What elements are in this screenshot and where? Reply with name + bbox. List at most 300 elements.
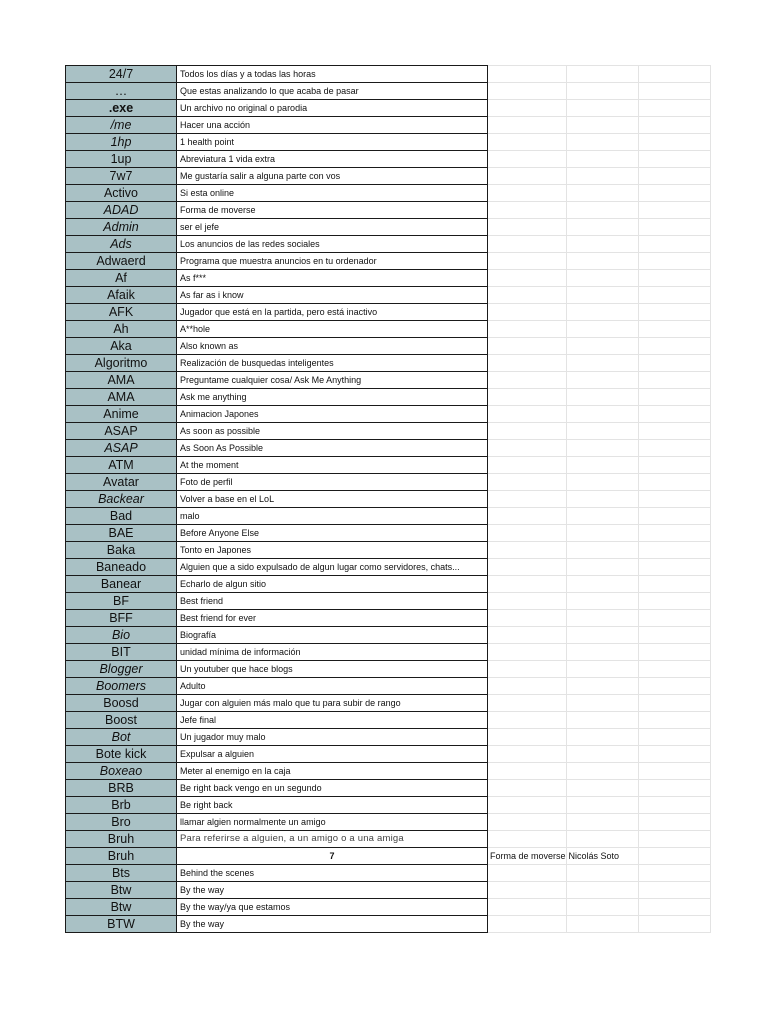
term-cell[interactable]: Bro	[66, 814, 177, 831]
term-cell[interactable]: Banear	[66, 576, 177, 593]
table-row	[66, 695, 711, 712]
extra-cell-2[interactable]	[566, 202, 638, 219]
extra-cell-3[interactable]	[638, 763, 710, 780]
extra-cell-3[interactable]	[638, 729, 710, 746]
term-cell[interactable]: Backear	[66, 491, 177, 508]
term-cell[interactable]: Afaik	[66, 287, 177, 304]
extra-cell-1[interactable]	[488, 287, 567, 304]
extra-cell-2[interactable]	[566, 440, 638, 457]
definition-cell[interactable]: Animacion Japones	[177, 406, 488, 423]
extra-cell-3[interactable]	[638, 899, 710, 916]
extra-cell-1[interactable]	[488, 66, 567, 83]
table-row	[66, 372, 711, 389]
extra-cell-3[interactable]	[638, 848, 710, 865]
extra-cell-3[interactable]	[638, 117, 710, 134]
term-cell[interactable]: Brb	[66, 797, 177, 814]
extra-cell-2[interactable]	[566, 916, 638, 933]
extra-cell-1[interactable]	[488, 780, 567, 797]
extra-cell-3[interactable]	[638, 151, 710, 168]
extra-cell-3[interactable]	[638, 559, 710, 576]
table-row	[66, 542, 711, 559]
extra-cell-3[interactable]	[638, 882, 710, 899]
extra-cell-3[interactable]	[638, 491, 710, 508]
term-cell[interactable]: Af	[66, 270, 177, 287]
table-row	[66, 593, 711, 610]
extra-cell-1[interactable]	[488, 355, 567, 372]
extra-cell-3[interactable]	[638, 746, 710, 763]
extra-cell-1[interactable]	[488, 185, 567, 202]
extra-cell-1[interactable]	[488, 372, 567, 389]
extra-cell-2[interactable]	[566, 236, 638, 253]
table-row	[66, 729, 711, 746]
extra-cell-3[interactable]	[638, 100, 710, 117]
extra-cell-3[interactable]	[638, 338, 710, 355]
extra-cell-2[interactable]	[566, 83, 638, 100]
term-cell[interactable]: BAE	[66, 525, 177, 542]
definition-cell[interactable]: Forma de moverse	[177, 202, 488, 219]
term-cell[interactable]: Baneado	[66, 559, 177, 576]
table-row	[66, 746, 711, 763]
term-cell[interactable]: Bot	[66, 729, 177, 746]
extra-cell-2[interactable]	[566, 644, 638, 661]
extra-cell-1[interactable]	[488, 474, 567, 491]
extra-cell-3[interactable]	[638, 457, 710, 474]
extra-cell-1[interactable]	[488, 899, 567, 916]
table-row	[66, 389, 711, 406]
term-cell[interactable]: Adwaerd	[66, 253, 177, 270]
term-cell[interactable]: Bio	[66, 627, 177, 644]
definition-cell[interactable]: Echarlo de algun sitio	[177, 576, 488, 593]
definition-cell[interactable]: Biografía	[177, 627, 488, 644]
term-cell[interactable]: ASAP	[66, 440, 177, 457]
term-cell[interactable]: AFK	[66, 304, 177, 321]
table-row	[66, 848, 711, 865]
definition-cell[interactable]: Si esta online	[177, 185, 488, 202]
term-cell[interactable]: Boosd	[66, 695, 177, 712]
extra-cell-1[interactable]	[488, 457, 567, 474]
extra-cell-1[interactable]	[488, 712, 567, 729]
extra-cell-3[interactable]	[638, 678, 710, 695]
extra-cell-3[interactable]	[638, 474, 710, 491]
definition-cell[interactable]: Adulto	[177, 678, 488, 695]
extra-cell-3[interactable]	[638, 610, 710, 627]
extra-cell-1[interactable]	[488, 627, 567, 644]
definition-cell[interactable]: Ask me anything	[177, 389, 488, 406]
definition-cell[interactable]: 7	[177, 848, 488, 865]
extra-cell-2[interactable]	[566, 780, 638, 797]
extra-cell-2[interactable]	[566, 899, 638, 916]
term-cell[interactable]: ATM	[66, 457, 177, 474]
definition-cell[interactable]: Alguien que a sido expulsado de algun lugar como servidores, chats...	[177, 559, 488, 576]
term-cell[interactable]: BFF	[66, 610, 177, 627]
extra-cell-1[interactable]	[488, 542, 567, 559]
extra-cell-3[interactable]	[638, 542, 710, 559]
definition-cell[interactable]: Tonto en Japones	[177, 542, 488, 559]
definition-cell[interactable]: unidad mínima de información	[177, 644, 488, 661]
extra-cell-2[interactable]	[566, 576, 638, 593]
extra-cell-2[interactable]	[566, 338, 638, 355]
table-row	[66, 440, 711, 457]
extra-cell-2[interactable]	[566, 168, 638, 185]
table-row	[66, 100, 711, 117]
extra-cell-1[interactable]	[488, 729, 567, 746]
extra-cell-3[interactable]	[638, 627, 710, 644]
extra-cell-1[interactable]	[488, 270, 567, 287]
extra-cell-2[interactable]	[566, 627, 638, 644]
spreadsheet-body	[66, 66, 711, 933]
definition-cell[interactable]: At the moment	[177, 457, 488, 474]
definition-cell[interactable]: Hacer una acción	[177, 117, 488, 134]
extra-cell-3[interactable]	[638, 661, 710, 678]
definition-cell[interactable]: Behind the scenes	[177, 865, 488, 882]
term-cell[interactable]: Bruh	[66, 831, 177, 848]
definition-cell[interactable]: By the way	[177, 916, 488, 933]
extra-cell-2[interactable]	[566, 559, 638, 576]
extra-cell-1[interactable]	[488, 253, 567, 270]
extra-cell-3[interactable]	[638, 440, 710, 457]
definition-cell[interactable]: llamar algien normalmente un amigo	[177, 814, 488, 831]
table-row	[66, 457, 711, 474]
extra-cell-3[interactable]	[638, 219, 710, 236]
term-cell[interactable]: Blogger	[66, 661, 177, 678]
table-row	[66, 474, 711, 491]
extra-cell-3[interactable]	[638, 236, 710, 253]
table-row	[66, 423, 711, 440]
extra-cell-2[interactable]	[566, 474, 638, 491]
definition-cell[interactable]: As far as i know	[177, 287, 488, 304]
table-row	[66, 287, 711, 304]
extra-cell-2[interactable]	[566, 117, 638, 134]
table-row	[66, 814, 711, 831]
extra-cell-2[interactable]	[566, 457, 638, 474]
table-row	[66, 117, 711, 134]
definition-cell[interactable]: By the way	[177, 882, 488, 899]
definition-cell[interactable]: Un youtuber que hace blogs	[177, 661, 488, 678]
extra-cell-1[interactable]	[488, 440, 567, 457]
extra-cell-3[interactable]	[638, 865, 710, 882]
term-cell[interactable]: /me	[66, 117, 177, 134]
extra-cell-2[interactable]	[566, 865, 638, 882]
term-cell[interactable]: Bts	[66, 865, 177, 882]
extra-cell-3[interactable]	[638, 508, 710, 525]
table-row	[66, 83, 711, 100]
table-row	[66, 151, 711, 168]
table-row	[66, 610, 711, 627]
extra-cell-2[interactable]	[566, 253, 638, 270]
definition-cell[interactable]: 1 health point	[177, 134, 488, 151]
table-row	[66, 253, 711, 270]
definition-cell[interactable]: By the way/ya que estamos	[177, 899, 488, 916]
table-row	[66, 916, 711, 933]
extra-cell-2[interactable]	[566, 304, 638, 321]
table-row	[66, 882, 711, 899]
definition-cell[interactable]: Que estas analizando lo que acaba de pasar	[177, 83, 488, 100]
extra-cell-3[interactable]	[638, 83, 710, 100]
term-cell[interactable]: Boost	[66, 712, 177, 729]
extra-cell-1[interactable]	[488, 916, 567, 933]
term-cell[interactable]: Bad	[66, 508, 177, 525]
term-cell[interactable]: Baka	[66, 542, 177, 559]
term-cell[interactable]: Bote kick	[66, 746, 177, 763]
extra-cell-2[interactable]	[566, 287, 638, 304]
extra-cell-1[interactable]	[488, 304, 567, 321]
definition-cell[interactable]: malo	[177, 508, 488, 525]
extra-cell-2[interactable]	[566, 678, 638, 695]
extra-cell-3[interactable]	[638, 185, 710, 202]
extra-cell-1[interactable]	[488, 338, 567, 355]
table-row	[66, 508, 711, 525]
term-cell[interactable]: Ads	[66, 236, 177, 253]
extra-cell-1[interactable]	[488, 508, 567, 525]
term-cell[interactable]: Ah	[66, 321, 177, 338]
term-cell[interactable]: Activo	[66, 185, 177, 202]
extra-cell-3[interactable]	[638, 525, 710, 542]
term-cell[interactable]: Anime	[66, 406, 177, 423]
definition-cell[interactable]: Meter al enemigo en la caja	[177, 763, 488, 780]
table-row	[66, 576, 711, 593]
table-row	[66, 406, 711, 423]
extra-cell-1[interactable]	[488, 763, 567, 780]
term-cell[interactable]: BF	[66, 593, 177, 610]
definition-cell[interactable]: Before Anyone Else	[177, 525, 488, 542]
term-cell[interactable]: Aka	[66, 338, 177, 355]
term-cell[interactable]: Avatar	[66, 474, 177, 491]
definition-cell[interactable]: Abreviatura 1 vida extra	[177, 151, 488, 168]
extra-cell-3[interactable]	[638, 66, 710, 83]
extra-cell-3[interactable]	[638, 253, 710, 270]
extra-cell-2[interactable]	[566, 797, 638, 814]
term-cell[interactable]: 1hp	[66, 134, 177, 151]
definition-cell[interactable]: A**hole	[177, 321, 488, 338]
table-row	[66, 797, 711, 814]
table-row	[66, 304, 711, 321]
extra-cell-1[interactable]: Forma de moverse	[488, 848, 567, 865]
extra-cell-1[interactable]	[488, 423, 567, 440]
extra-cell-3[interactable]	[638, 355, 710, 372]
extra-cell-3[interactable]	[638, 593, 710, 610]
extra-cell-3[interactable]	[638, 202, 710, 219]
extra-cell-1[interactable]	[488, 695, 567, 712]
extra-cell-1[interactable]	[488, 746, 567, 763]
extra-cell-1[interactable]	[488, 219, 567, 236]
term-cell[interactable]: Btw	[66, 899, 177, 916]
definition-cell[interactable]: Programa que muestra anuncios en tu ordenador	[177, 253, 488, 270]
definition-cell[interactable]: Expulsar a alguien	[177, 746, 488, 763]
extra-cell-2[interactable]	[566, 372, 638, 389]
extra-cell-2[interactable]	[566, 508, 638, 525]
definition-cell[interactable]: Jugar con alguien más malo que tu para subir de rango	[177, 695, 488, 712]
extra-cell-3[interactable]	[638, 712, 710, 729]
extra-cell-1[interactable]	[488, 117, 567, 134]
term-cell[interactable]: Bruh	[66, 848, 177, 865]
term-cell[interactable]: AMA	[66, 389, 177, 406]
extra-cell-2[interactable]	[566, 321, 638, 338]
extra-cell-2[interactable]	[566, 610, 638, 627]
extra-cell-1[interactable]	[488, 236, 567, 253]
extra-cell-3[interactable]	[638, 831, 710, 848]
term-cell[interactable]: Algoritmo	[66, 355, 177, 372]
definition-cell[interactable]: As soon as possible	[177, 423, 488, 440]
extra-cell-1[interactable]	[488, 202, 567, 219]
table-row	[66, 627, 711, 644]
extra-cell-3[interactable]	[638, 406, 710, 423]
definition-cell[interactable]: Me gustaría salir a alguna parte con vos	[177, 168, 488, 185]
extra-cell-2[interactable]	[566, 355, 638, 372]
definition-cell[interactable]: Para referirse a alguien, a un amigo o a una amiga	[177, 831, 488, 848]
extra-cell-3[interactable]	[638, 780, 710, 797]
table-row	[66, 644, 711, 661]
term-cell[interactable]: 7w7	[66, 168, 177, 185]
definition-cell[interactable]: Volver a base en el LoL	[177, 491, 488, 508]
extra-cell-1[interactable]	[488, 321, 567, 338]
term-cell[interactable]: .exe	[66, 100, 177, 117]
extra-cell-1[interactable]	[488, 593, 567, 610]
extra-cell-2[interactable]	[566, 423, 638, 440]
extra-cell-1[interactable]	[488, 168, 567, 185]
extra-cell-3[interactable]	[638, 168, 710, 185]
definition-cell[interactable]: Los anuncios de las redes sociales	[177, 236, 488, 253]
extra-cell-1[interactable]	[488, 797, 567, 814]
extra-cell-2[interactable]	[566, 134, 638, 151]
term-cell[interactable]: Boxeao	[66, 763, 177, 780]
extra-cell-2[interactable]	[566, 151, 638, 168]
table-row	[66, 134, 711, 151]
extra-cell-2[interactable]	[566, 406, 638, 423]
definition-cell[interactable]: Preguntame cualquier cosa/ Ask Me Anything	[177, 372, 488, 389]
extra-cell-1[interactable]	[488, 83, 567, 100]
extra-cell-1[interactable]	[488, 100, 567, 117]
definition-cell[interactable]: Un archivo no original o parodia	[177, 100, 488, 117]
term-cell[interactable]: BRB	[66, 780, 177, 797]
table-row	[66, 491, 711, 508]
extra-cell-2[interactable]	[566, 219, 638, 236]
definition-cell[interactable]: Todos los días y a todas las horas	[177, 66, 488, 83]
table-row	[66, 219, 711, 236]
extra-cell-2[interactable]	[566, 389, 638, 406]
extra-cell-2[interactable]	[566, 882, 638, 899]
definition-cell[interactable]: Un jugador muy malo	[177, 729, 488, 746]
extra-cell-1[interactable]	[488, 831, 567, 848]
term-cell[interactable]: ADAD	[66, 202, 177, 219]
definition-cell[interactable]: Be right back	[177, 797, 488, 814]
definition-cell[interactable]: As f***	[177, 270, 488, 287]
table-row	[66, 321, 711, 338]
extra-cell-3[interactable]	[638, 321, 710, 338]
extra-cell-3[interactable]	[638, 423, 710, 440]
extra-cell-2[interactable]	[566, 831, 638, 848]
extra-cell-1[interactable]	[488, 134, 567, 151]
definition-cell[interactable]: Best friend for ever	[177, 610, 488, 627]
definition-cell[interactable]: ser el jefe	[177, 219, 488, 236]
table-row	[66, 270, 711, 287]
table-row	[66, 559, 711, 576]
extra-cell-2[interactable]	[566, 270, 638, 287]
definition-cell[interactable]: As Soon As Possible	[177, 440, 488, 457]
term-cell[interactable]: BTW	[66, 916, 177, 933]
extra-cell-3[interactable]	[638, 814, 710, 831]
term-cell[interactable]: AMA	[66, 372, 177, 389]
definition-cell[interactable]: Be right back vengo en un segundo	[177, 780, 488, 797]
extra-cell-1[interactable]	[488, 678, 567, 695]
extra-cell-3[interactable]	[638, 270, 710, 287]
extra-cell-1[interactable]	[488, 559, 567, 576]
extra-cell-2[interactable]	[566, 185, 638, 202]
extra-cell-3[interactable]	[638, 644, 710, 661]
extra-cell-1[interactable]	[488, 525, 567, 542]
extra-cell-2[interactable]	[566, 542, 638, 559]
extra-cell-2[interactable]	[566, 66, 638, 83]
extra-cell-2[interactable]	[566, 695, 638, 712]
table-row	[66, 185, 711, 202]
table-row	[66, 202, 711, 219]
extra-cell-2[interactable]	[566, 661, 638, 678]
extra-cell-1[interactable]	[488, 814, 567, 831]
definition-cell[interactable]: Jefe final	[177, 712, 488, 729]
extra-cell-2[interactable]	[566, 525, 638, 542]
extra-cell-2[interactable]	[566, 100, 638, 117]
table-row	[66, 899, 711, 916]
extra-cell-2[interactable]	[566, 712, 638, 729]
extra-cell-2[interactable]	[566, 593, 638, 610]
table-row	[66, 236, 711, 253]
extra-cell-1[interactable]	[488, 406, 567, 423]
definition-cell[interactable]: Also known as	[177, 338, 488, 355]
term-cell[interactable]: Boomers	[66, 678, 177, 695]
extra-cell-3[interactable]	[638, 304, 710, 321]
table-row	[66, 338, 711, 355]
term-cell[interactable]: BIT	[66, 644, 177, 661]
table-row	[66, 831, 711, 848]
extra-cell-1[interactable]	[488, 576, 567, 593]
extra-cell-1[interactable]	[488, 882, 567, 899]
term-cell[interactable]: …	[66, 83, 177, 100]
extra-cell-1[interactable]	[488, 151, 567, 168]
extra-cell-2[interactable]	[566, 746, 638, 763]
extra-cell-3[interactable]	[638, 576, 710, 593]
table-row	[66, 525, 711, 542]
extra-cell-2[interactable]: Nicolás Soto	[566, 848, 638, 865]
term-cell[interactable]: 1up	[66, 151, 177, 168]
extra-cell-1[interactable]	[488, 491, 567, 508]
extra-cell-3[interactable]	[638, 797, 710, 814]
extra-cell-1[interactable]	[488, 865, 567, 882]
term-cell[interactable]: ASAP	[66, 423, 177, 440]
extra-cell-3[interactable]	[638, 695, 710, 712]
extra-cell-1[interactable]	[488, 610, 567, 627]
extra-cell-3[interactable]	[638, 372, 710, 389]
table-row	[66, 66, 711, 83]
extra-cell-3[interactable]	[638, 389, 710, 406]
definition-cell[interactable]: Realización de busquedas inteligentes	[177, 355, 488, 372]
extra-cell-3[interactable]	[638, 134, 710, 151]
term-cell[interactable]: 24/7	[66, 66, 177, 83]
table-row	[66, 661, 711, 678]
term-cell[interactable]: Admin	[66, 219, 177, 236]
definition-cell[interactable]: Foto de perfil	[177, 474, 488, 491]
extra-cell-2[interactable]	[566, 491, 638, 508]
extra-cell-1[interactable]	[488, 389, 567, 406]
extra-cell-2[interactable]	[566, 814, 638, 831]
definition-cell[interactable]: Best friend	[177, 593, 488, 610]
extra-cell-3[interactable]	[638, 287, 710, 304]
extra-cell-2[interactable]	[566, 763, 638, 780]
extra-cell-1[interactable]	[488, 644, 567, 661]
extra-cell-3[interactable]	[638, 916, 710, 933]
term-cell[interactable]: Btw	[66, 882, 177, 899]
extra-cell-2[interactable]	[566, 729, 638, 746]
extra-cell-1[interactable]	[488, 661, 567, 678]
definition-cell[interactable]: Jugador que está en la partida, pero está inactivo	[177, 304, 488, 321]
